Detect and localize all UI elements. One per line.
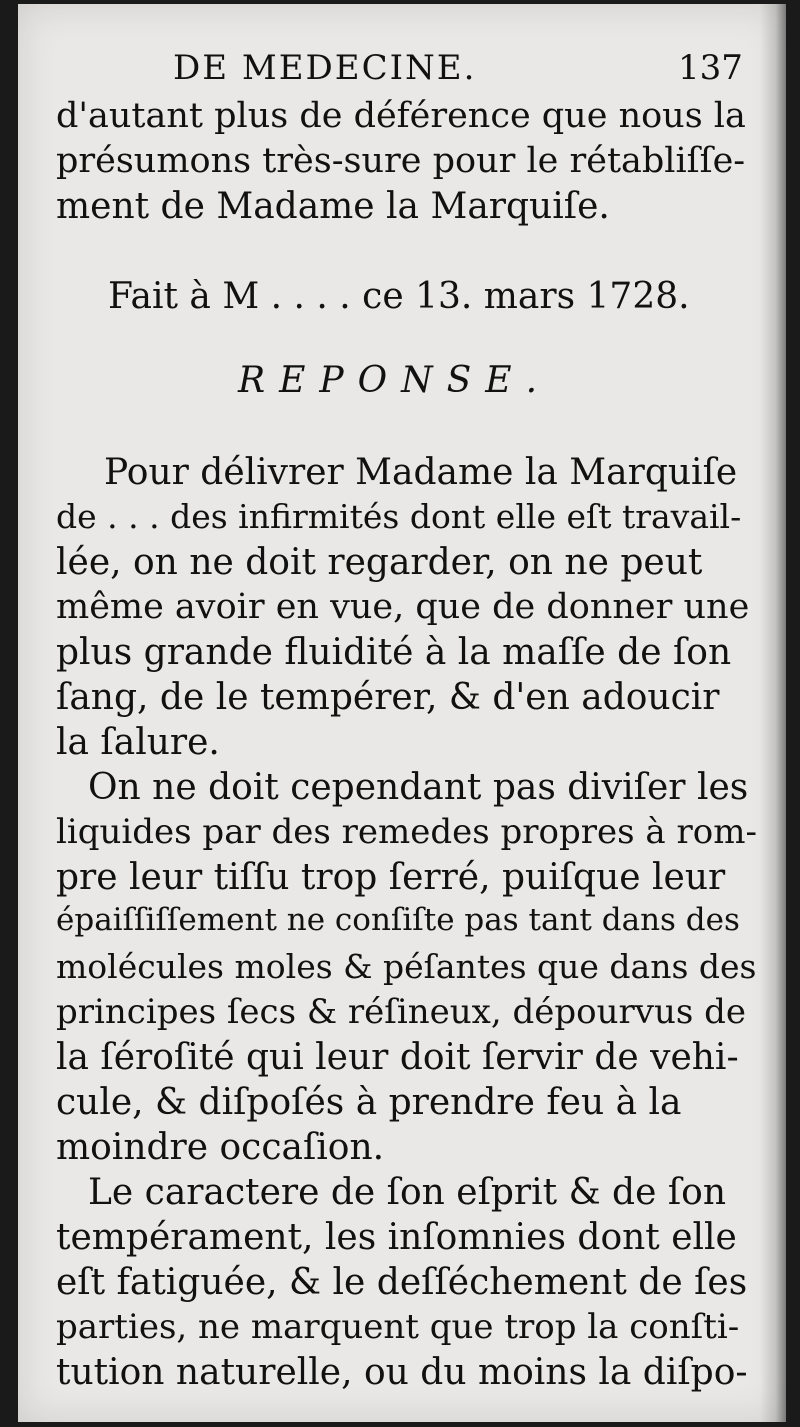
page-number: 137 bbox=[678, 48, 743, 88]
running-head: DE MEDECINE. bbox=[173, 48, 477, 88]
text-line: d'autant plus de déférence que nous la bbox=[56, 96, 746, 136]
paragraph-line: liquides par des remedes propres à rom- bbox=[56, 812, 757, 852]
paragraph-line: plus grande fluidité à la maſſe de ſon bbox=[56, 632, 732, 673]
section-title: REPONSE. bbox=[238, 360, 552, 401]
paragraph-line: eſt fatiguée, & le deſſéchement de ſes bbox=[56, 1262, 748, 1303]
paragraph-line: Pour délivrer Madame la Marquiſe bbox=[104, 452, 738, 493]
paragraph-line: moindre occaſion. bbox=[56, 1127, 385, 1168]
paragraph-line: épaiſſiſſement ne conſiſte pas tant dans des bbox=[56, 902, 740, 938]
text-line: ment de Madame la Marquiſe. bbox=[56, 186, 610, 227]
dateline: Fait à M . . . . ce 13. mars 1728. bbox=[108, 276, 690, 317]
paragraph-line: ſang, de le tempérer, & d'en adoucir bbox=[56, 677, 720, 718]
paragraph-line: la ſalure. bbox=[56, 722, 220, 763]
paragraph-line: de . . . des infirmités dont elle eſt travail- bbox=[56, 497, 742, 536]
paragraph-line: même avoir en vue, que de donner une bbox=[56, 587, 750, 627]
paragraph-line: tution naturelle, ou du moins la diſpo- bbox=[56, 1352, 748, 1393]
paragraph-line: la ſéroſité qui leur doit ſervir de vehi- bbox=[56, 1037, 739, 1078]
paragraph-line: principes ſecs & réſineux, dépourvus de bbox=[56, 992, 746, 1032]
paragraph-line: pre leur tiſſu trop ſerré, puiſque leur bbox=[56, 857, 726, 898]
paragraph-line: parties, ne marquent que trop la conſti- bbox=[56, 1307, 740, 1347]
paragraph-line: molécules moles & péſantes que dans des bbox=[56, 947, 757, 986]
text-line: présumons très-sure pour le rétabliſſe- bbox=[56, 141, 746, 181]
paragraph-line: Le caractere de ſon eſprit & de ſon bbox=[88, 1172, 727, 1213]
paragraph-line: tempérament, les inſomnies dont elle bbox=[56, 1217, 737, 1258]
paragraph-line: On ne doit cependant pas diviſer les bbox=[88, 767, 749, 808]
book-page bbox=[18, 4, 786, 1422]
paragraph-line: cule, & diſpoſés à prendre feu à la bbox=[56, 1082, 682, 1123]
paragraph-line: lée, on ne doit regarder, on ne peut bbox=[56, 542, 703, 583]
page-gutter-shadow bbox=[760, 4, 786, 1422]
